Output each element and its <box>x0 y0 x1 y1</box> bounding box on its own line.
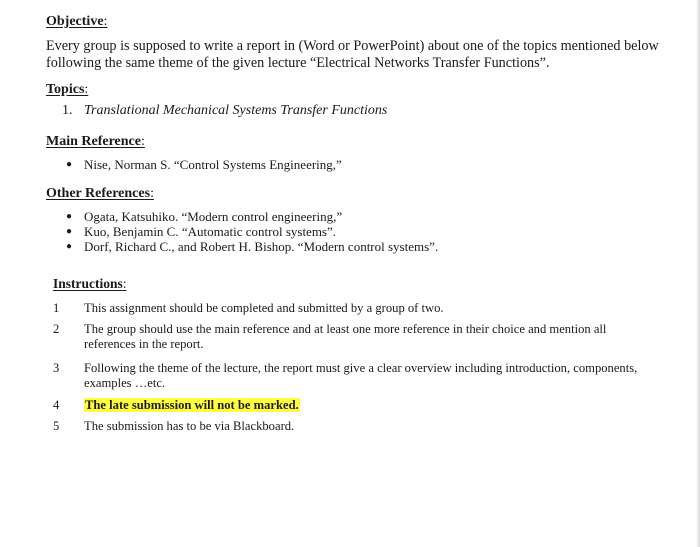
bullet-icon: ● <box>66 226 73 237</box>
instruction-text: The submission has to be via Blackboard. <box>84 419 295 433</box>
instruction-number: 4 <box>53 398 60 412</box>
instruction-text: This assignment should be completed and submitted by a group of two. <box>84 301 444 315</box>
page-edge-shadow <box>696 0 700 547</box>
instructions-heading: Instructions: <box>53 276 127 291</box>
instruction-number: 5 <box>53 419 60 433</box>
instruction-item-3 <box>53 361 649 391</box>
instruction-item-5 <box>53 419 649 434</box>
instruction-number: 1 <box>53 301 60 315</box>
list-item: ● Kuo, Benjamin C. “Automatic control systems”. <box>66 224 337 239</box>
list-item: ● Ogata, Katsuhiko. “Modern control engineering,” <box>66 209 343 224</box>
instruction-text: The group should use the main reference and at least one more reference in their choice and mention all references in the report. <box>84 322 607 351</box>
instruction-text: Following the theme of the lecture, the report must give a clear overview including introduction, components, examples …etc. <box>84 361 638 390</box>
list-item: ● Nise, Norman S. “Control Systems Engineering,” <box>66 157 342 172</box>
bullet-icon: ● <box>66 159 73 170</box>
other-references-heading: Other References: <box>46 186 154 201</box>
highlighted-text: The late submission will not be marked. <box>85 398 299 412</box>
instruction-text <box>84 398 649 413</box>
main-reference-heading: Main Reference: <box>46 134 145 149</box>
topic-label: Translational Mechanical Systems Transfer Functions <box>84 103 388 118</box>
topic-item-1 <box>62 103 387 119</box>
instruction-number: 2 <box>53 322 60 336</box>
other-references-list <box>66 209 438 254</box>
topic-number: 1. <box>62 103 73 118</box>
objective-heading: Objective: <box>46 14 108 29</box>
topics-heading: Topics: <box>46 82 89 97</box>
instruction-item-1 <box>53 301 649 316</box>
instruction-number: 3 <box>53 361 60 375</box>
objective-text: Every group is supposed to write a report in (Word or PowerPoint) about one of the topics mentioned below following the same theme of the given lecture “Electrical Networks Transfer Functions”. <box>46 38 659 71</box>
main-reference-list <box>66 157 342 172</box>
list-item: ● Dorf, Richard C., and Robert H. Bishop. “Modern control systems”. <box>66 239 439 254</box>
bullet-icon: ● <box>66 211 73 222</box>
bullet-icon: ● <box>66 241 73 252</box>
instruction-item-4 <box>53 398 649 413</box>
instruction-item-2 <box>53 322 649 352</box>
